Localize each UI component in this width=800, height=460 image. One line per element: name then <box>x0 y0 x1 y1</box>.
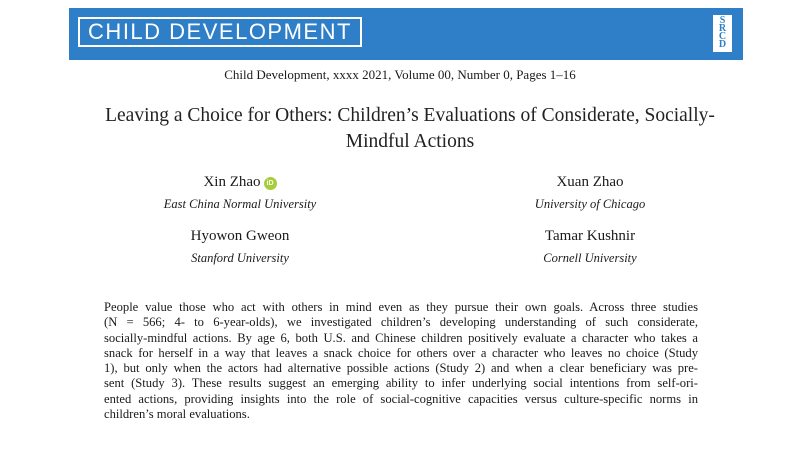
logo-letter: S <box>719 15 726 26</box>
author-block <box>90 227 390 266</box>
abstract-line: socially-mindful actions. By age 6, both U.S. and Chinese children positively evaluate a character who takes a <box>104 330 698 345</box>
author-affiliation: Stanford University <box>191 251 289 265</box>
paper-title <box>60 103 760 155</box>
title-line-1: Leaving a Choice for Others: Children’s Evaluations of Considerate, Socially- <box>105 105 715 126</box>
journal-name: CHILD DEVELOPMENT <box>88 19 352 44</box>
logo-letter: R <box>718 23 727 34</box>
abstract-line: children’s moral evaluations. <box>104 407 250 422</box>
journal-banner <box>69 8 743 60</box>
author-name: Tamar Kushnir <box>544 228 636 244</box>
abstract-line: (N = 566; 4- to 6-year-olds), we investigated children’s developing understanding of such considerate, <box>104 315 698 330</box>
author-affiliation: Cornell University <box>543 251 637 265</box>
abstract-line: 1), but only when the actors had alternative possible actions (Study 2) and when a clear beneficiary was pre- <box>104 361 698 376</box>
author-name-line <box>90 173 390 192</box>
author-name: Hyowon Gweon <box>190 228 290 244</box>
citation-line: Child Development, xxxx 2021, Volume 00, Number 0, Pages 1–16 <box>224 67 576 82</box>
author-name: Xuan Zhao <box>556 174 624 190</box>
author-affiliation: East China Normal University <box>163 197 317 211</box>
abstract-line: sent (Study 3). These results suggest an emerging ability to infer underlying social intentions from self-ori- <box>104 376 698 391</box>
logo-letter: D <box>718 39 727 50</box>
author-name: Xin Zhao <box>203 174 261 190</box>
author-affiliation: University of Chicago <box>534 197 646 211</box>
srcd-logo-icon <box>713 15 732 52</box>
abstract-line: People value those who act with others in mind even as they pursue their own goals. Across three studies <box>104 300 698 314</box>
abstract-line: snack for herself in a way that leaves a snack choice for others over a character who leaves no choice (Study <box>104 345 698 360</box>
orcid-icon[interactable]: iD <box>264 177 277 190</box>
author-block <box>440 173 740 212</box>
logo-letter: C <box>718 31 727 42</box>
abstract-line: ented actions, providing insights into the role of social-cognitive capacities versus culture-specific norms in <box>104 391 698 406</box>
author-block <box>440 227 740 266</box>
abstract <box>104 300 698 422</box>
title-line-2: Mindful Actions <box>345 131 475 152</box>
journal-name-box <box>78 17 362 47</box>
author-block <box>90 173 390 212</box>
